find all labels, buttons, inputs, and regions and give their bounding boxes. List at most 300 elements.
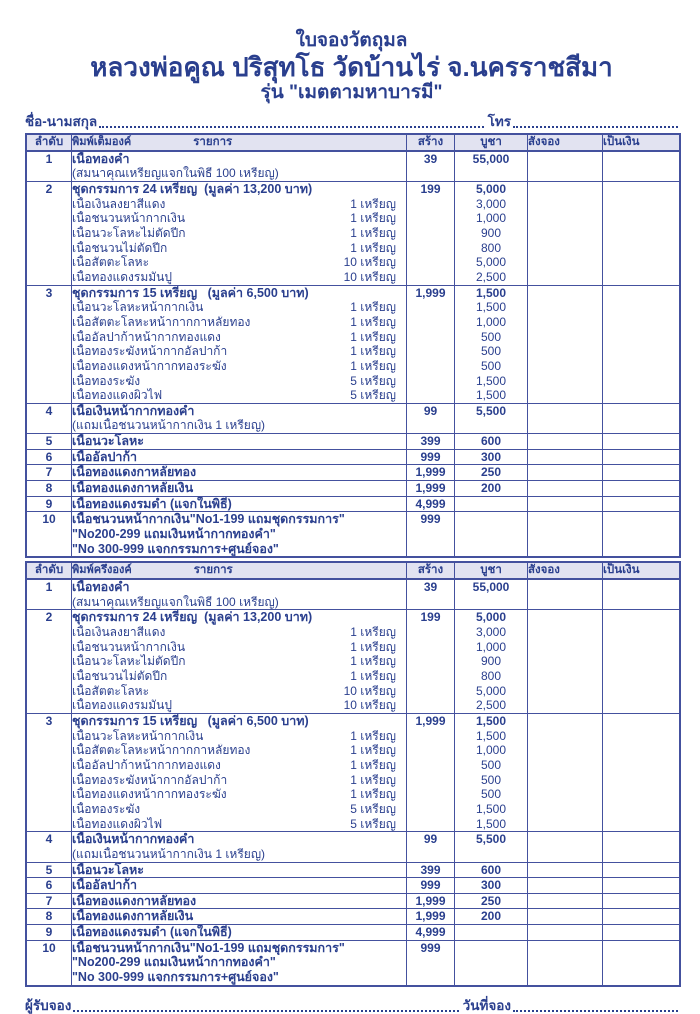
item-main-row xyxy=(26,713,680,728)
amount-cell xyxy=(603,285,681,300)
sub-item-row xyxy=(26,330,680,345)
index-cell-empty xyxy=(26,315,72,330)
price-value: 1,500 xyxy=(455,713,528,728)
index-cell-empty xyxy=(26,669,72,684)
item-extra-cell xyxy=(72,542,407,558)
item-main-row xyxy=(26,449,680,465)
amount-cell xyxy=(603,374,681,389)
order-quantity-cell xyxy=(528,595,603,610)
item-title-cell xyxy=(72,181,407,196)
item-extra-cell xyxy=(72,970,407,986)
item-extra-line: "No200-299 แถมเงินหน้ากากทองคำ" xyxy=(72,955,276,970)
amount-cell xyxy=(603,403,681,418)
price-cell-empty xyxy=(455,955,528,970)
price-value: 250 xyxy=(455,465,528,481)
sub-item-row xyxy=(26,226,680,241)
sub-item-price: 900 xyxy=(455,654,528,669)
item-title-cell xyxy=(72,512,407,527)
item-number: 10 xyxy=(26,512,72,527)
index-cell-empty xyxy=(26,758,72,773)
item-title-cell xyxy=(72,832,407,847)
amount-cell xyxy=(603,802,681,817)
sub-item-quantity: 1 เหรียญ xyxy=(350,772,396,787)
name-fill-line xyxy=(99,125,483,128)
sub-item-cell xyxy=(72,669,407,684)
amount-cell xyxy=(603,625,681,640)
order-quantity-cell xyxy=(528,181,603,196)
sub-item-line xyxy=(72,684,406,699)
order-quantity-cell xyxy=(528,465,603,481)
index-cell-empty xyxy=(26,418,72,433)
item-title-cell xyxy=(72,940,407,955)
amount-cell xyxy=(603,197,681,212)
item-title-cell xyxy=(72,878,407,894)
item-main-row xyxy=(26,909,680,925)
amount-cell xyxy=(603,595,681,610)
sub-item-quantity: 5 เหรียญ xyxy=(350,801,396,816)
sub-item-line xyxy=(72,625,406,640)
price-cell-empty xyxy=(455,542,528,558)
item-note: (สมนาคุณเหรียญแจกในพิธี 100 เหรียญ) xyxy=(72,594,279,609)
order-quantity-cell xyxy=(528,955,603,970)
sub-item-price: 500 xyxy=(455,330,528,345)
sub-item-quantity: 1 เหรียญ xyxy=(350,654,396,669)
order-quantity-cell xyxy=(528,802,603,817)
made-cell-empty xyxy=(407,527,455,542)
amount-cell xyxy=(603,181,681,196)
item-number: 9 xyxy=(26,925,72,941)
sub-item-price: 800 xyxy=(455,669,528,684)
order-quantity-cell xyxy=(528,610,603,625)
sub-item-line xyxy=(72,197,406,212)
sub-item-quantity: 10 เหรียญ xyxy=(343,698,396,713)
made-count: 99 xyxy=(407,403,455,418)
amount-cell xyxy=(603,315,681,330)
item-extra-line: "No 300-999 แจกกรรมการ+ศูนย์จอง" xyxy=(72,541,279,556)
sub-item-row xyxy=(26,640,680,655)
amount-cell xyxy=(603,743,681,758)
sub-item-quantity: 1 เหรียญ xyxy=(350,743,396,758)
made-count: 999 xyxy=(407,878,455,894)
amount-cell xyxy=(603,330,681,345)
sub-item-name: เนื้อนวะโลหะไม่ตัดปีก xyxy=(72,654,186,669)
order-quantity-cell xyxy=(528,787,603,802)
sub-item-row xyxy=(26,388,680,403)
made-count: 1,999 xyxy=(407,713,455,728)
item-group xyxy=(26,925,680,941)
order-quantity-cell xyxy=(528,893,603,909)
sub-item-cell xyxy=(72,758,407,773)
order-quantity-cell xyxy=(528,713,603,728)
order-quantity-cell xyxy=(528,847,603,862)
amount-cell xyxy=(603,940,681,955)
sub-item-name: เนื้อนวะโลหะหน้ากากเงิน xyxy=(72,728,204,743)
item-title: เนื้อทองแดงกาหลั่ยทอง xyxy=(72,893,197,908)
order-quantity-cell xyxy=(528,743,603,758)
receiver-label: ผู้รับจอง xyxy=(25,997,72,1013)
sub-item-row xyxy=(26,374,680,389)
col-header-made: สร้าง xyxy=(407,134,455,151)
amount-cell xyxy=(603,878,681,894)
sub-item-quantity: 1 เหรียญ xyxy=(350,314,396,329)
amount-cell xyxy=(603,893,681,909)
order-quantity-cell xyxy=(528,862,603,878)
amount-cell xyxy=(603,434,681,450)
made-count: 399 xyxy=(407,434,455,450)
price-cell-empty xyxy=(455,166,528,181)
item-title: เนื้อทองแดงรมดำ (แจกในพิธี) xyxy=(72,925,232,940)
made-cell-empty xyxy=(407,542,455,558)
item-number: 2 xyxy=(26,610,72,625)
item-main-row xyxy=(26,181,680,196)
order-quantity-cell xyxy=(528,418,603,433)
table-header-row xyxy=(26,134,680,151)
amount-cell xyxy=(603,512,681,527)
sub-item-row xyxy=(26,802,680,817)
amount-cell xyxy=(603,654,681,669)
price-value xyxy=(455,512,528,527)
sub-item-price: 1,500 xyxy=(455,300,528,315)
order-quantity-cell xyxy=(528,878,603,894)
sub-item-cell xyxy=(72,255,407,270)
amount-cell xyxy=(603,862,681,878)
amount-cell xyxy=(603,758,681,773)
sub-item-row xyxy=(26,241,680,256)
sub-item-quantity: 1 เหรียญ xyxy=(350,225,396,240)
sub-item-quantity: 5 เหรียญ xyxy=(350,373,396,388)
sub-item-name: เนื้อทองแดงผิวไฟ xyxy=(72,816,163,831)
table-header-row xyxy=(26,562,680,579)
sub-item-price: 800 xyxy=(455,241,528,256)
order-quantity-cell xyxy=(528,449,603,465)
item-title-cell xyxy=(72,862,407,878)
order-quantity-cell xyxy=(528,542,603,558)
item-main-row xyxy=(26,496,680,512)
item-title: เนื้อทองแดงกาหลั่ยเงิน xyxy=(72,909,194,924)
index-cell-empty xyxy=(26,787,72,802)
order-quantity-cell xyxy=(528,684,603,699)
order-quantity-cell xyxy=(528,640,603,655)
col-header-item-label: รายการ xyxy=(193,136,233,148)
table-head xyxy=(26,134,680,151)
item-group xyxy=(26,181,680,285)
made-cell-empty xyxy=(407,300,455,315)
sub-item-line xyxy=(72,226,406,241)
price-value: 55,000 xyxy=(455,151,528,167)
item-title-cell xyxy=(72,434,407,450)
sub-item-cell xyxy=(72,374,407,389)
order-quantity-cell xyxy=(528,698,603,713)
made-cell-empty xyxy=(407,654,455,669)
sub-item-quantity: 1 เหรียญ xyxy=(350,240,396,255)
price-value xyxy=(455,940,528,955)
item-group xyxy=(26,512,680,557)
item-extra-line: "No200-299 แถมเงินหน้ากากทองคำ" xyxy=(72,527,276,542)
sub-item-price: 1,000 xyxy=(455,315,528,330)
col-header-item-label: รายการ xyxy=(193,564,233,577)
sub-item-name: เนื้อชนวนหน้ากากเงิน xyxy=(72,211,186,226)
order-quantity-cell xyxy=(528,330,603,345)
order-quantity-cell xyxy=(528,512,603,527)
sub-item-name: เนื้อทองระฆังหน้ากากอัลปาก้า xyxy=(72,772,228,787)
made-cell-empty xyxy=(407,802,455,817)
order-quantity-cell xyxy=(528,832,603,847)
sub-item-name: เนื้อสัตตะโลหะ xyxy=(72,255,150,270)
made-cell-empty xyxy=(407,226,455,241)
form-title: ใบจองวัตถุมล xyxy=(295,30,408,51)
temple-title: หลวงพ่อคูณ ปริสุทโธ วัดบ้านไร่ จ.นครราชสีมา xyxy=(90,52,613,82)
item-note-cell xyxy=(72,595,407,610)
made-count: 1,999 xyxy=(407,909,455,925)
item-number: 1 xyxy=(26,579,72,595)
item-note-row xyxy=(26,418,680,433)
made-cell-empty xyxy=(407,595,455,610)
sub-item-quantity: 1 เหรียญ xyxy=(350,639,396,654)
sub-item-line xyxy=(72,270,406,285)
sub-item-row xyxy=(26,684,680,699)
col-header-order: สั่งจอง xyxy=(528,134,603,151)
sub-item-line xyxy=(72,802,406,817)
sub-item-name: เนื้อทองแดงรมมันปู xyxy=(72,698,172,713)
made-cell-empty xyxy=(407,315,455,330)
price-cell-empty xyxy=(455,970,528,986)
item-main-row xyxy=(26,893,680,909)
sub-item-row xyxy=(26,255,680,270)
sub-item-price: 1,500 xyxy=(455,729,528,744)
order-quantity-cell xyxy=(528,434,603,450)
sub-item-cell xyxy=(72,359,407,374)
sub-item-cell xyxy=(72,625,407,640)
order-quantity-cell xyxy=(528,374,603,389)
sub-item-quantity: 10 เหรียญ xyxy=(343,255,396,270)
item-main-row xyxy=(26,465,680,481)
item-note: (สมนาคุณเหรียญแจกในพิธี 100 เหรียญ) xyxy=(72,166,279,181)
col-header-order: สั่งจอง xyxy=(528,562,603,579)
order-quantity-cell xyxy=(528,226,603,241)
sub-item-cell xyxy=(72,787,407,802)
made-count: 999 xyxy=(407,940,455,955)
item-main-row xyxy=(26,285,680,300)
sub-item-price: 1,500 xyxy=(455,802,528,817)
price-value: 200 xyxy=(455,481,528,497)
sub-item-cell xyxy=(72,330,407,345)
made-cell-empty xyxy=(407,729,455,744)
order-quantity-cell xyxy=(528,344,603,359)
sub-item-line xyxy=(72,374,406,389)
sub-item-cell xyxy=(72,817,407,832)
index-cell-empty xyxy=(26,640,72,655)
order-quantity-cell xyxy=(528,300,603,315)
made-count: 99 xyxy=(407,832,455,847)
item-title: เนื้อเงินหน้ากากทองคำ xyxy=(72,403,195,418)
sub-item-name: เนื้ออัลปาก้าหน้ากากทองแดง xyxy=(72,329,221,344)
item-number: 1 xyxy=(26,151,72,167)
made-cell-empty xyxy=(407,344,455,359)
item-title-cell xyxy=(72,285,407,300)
made-count: 399 xyxy=(407,862,455,878)
item-note-cell xyxy=(72,418,407,433)
order-table-full-figure xyxy=(25,133,681,558)
sub-item-quantity: 1 เหรียญ xyxy=(350,728,396,743)
sub-item-line xyxy=(72,640,406,655)
item-number: 7 xyxy=(26,893,72,909)
amount-cell xyxy=(603,270,681,285)
item-note-cell xyxy=(72,847,407,862)
amount-cell xyxy=(603,773,681,788)
sub-item-price: 2,500 xyxy=(455,698,528,713)
item-main-row xyxy=(26,434,680,450)
sub-item-row xyxy=(26,773,680,788)
sub-item-name: เนื้อทองแดงหน้ากากทองระฆัง xyxy=(72,358,227,373)
tables-host xyxy=(25,133,678,987)
sub-item-row xyxy=(26,315,680,330)
sub-item-name: เนื้อทองระฆังหน้ากากอัลปาก้า xyxy=(72,344,228,359)
made-count: 999 xyxy=(407,449,455,465)
amount-cell xyxy=(603,241,681,256)
order-quantity-cell xyxy=(528,758,603,773)
made-count: 1,999 xyxy=(407,465,455,481)
sub-item-price: 5,000 xyxy=(455,684,528,699)
amount-cell xyxy=(603,496,681,512)
item-number: 3 xyxy=(26,713,72,728)
item-number: 8 xyxy=(26,481,72,497)
item-note-cell xyxy=(72,166,407,181)
sub-item-cell xyxy=(72,640,407,655)
form-header xyxy=(25,30,678,104)
sub-item-cell xyxy=(72,654,407,669)
sub-item-line xyxy=(72,669,406,684)
index-cell-empty xyxy=(26,698,72,713)
sub-item-line xyxy=(72,787,406,802)
index-cell-empty xyxy=(26,729,72,744)
item-main-row xyxy=(26,610,680,625)
item-main-row xyxy=(26,512,680,527)
amount-cell xyxy=(603,359,681,374)
index-cell-empty xyxy=(26,374,72,389)
made-cell-empty xyxy=(407,211,455,226)
index-cell-empty xyxy=(26,955,72,970)
sub-item-row xyxy=(26,300,680,315)
sub-item-line xyxy=(72,255,406,270)
edition-title: รุ่น "เมตตามหาบารมี" xyxy=(260,82,443,103)
made-cell-empty xyxy=(407,359,455,374)
amount-cell xyxy=(603,449,681,465)
sub-item-cell xyxy=(72,344,407,359)
amount-cell xyxy=(603,698,681,713)
made-cell-empty xyxy=(407,255,455,270)
item-note-row xyxy=(26,847,680,862)
item-title: ชุดกรรมการ 24 เหรียญ (มูลค่า 13,200 บาท) xyxy=(72,610,313,625)
col-header-index: ลำดับ xyxy=(26,134,72,151)
sub-item-price: 2,500 xyxy=(455,270,528,285)
phone-label: โทร xyxy=(487,114,511,129)
sub-item-price: 500 xyxy=(455,359,528,374)
item-main-row xyxy=(26,862,680,878)
item-title: เนื้อชนวนหน้ากากเงิน"No1-199 แถมชุดกรรมการ" xyxy=(72,512,345,527)
sub-item-cell xyxy=(72,729,407,744)
sub-item-price: 3,000 xyxy=(455,625,528,640)
item-title: เนื้อทองคำ xyxy=(72,151,130,166)
made-count: 1,999 xyxy=(407,481,455,497)
amount-cell xyxy=(603,344,681,359)
sub-item-cell xyxy=(72,300,407,315)
sub-item-quantity: 5 เหรียญ xyxy=(350,388,396,403)
item-extra-line: "No 300-999 แจกกรรมการ+ศูนย์จอง" xyxy=(72,970,279,985)
made-cell-empty xyxy=(407,773,455,788)
sub-item-name: เนื้อเงินลงยาสีแดง xyxy=(72,196,166,211)
order-quantity-cell xyxy=(528,625,603,640)
item-group xyxy=(26,465,680,481)
item-group xyxy=(26,285,680,403)
amount-cell xyxy=(603,300,681,315)
sub-item-name: เนื้อเงินลงยาสีแดง xyxy=(72,625,166,639)
item-extra-cell xyxy=(72,527,407,542)
amount-cell xyxy=(603,151,681,167)
item-title-cell xyxy=(72,151,407,167)
item-number: 7 xyxy=(26,465,72,481)
made-cell-empty xyxy=(407,847,455,862)
price-value: 600 xyxy=(455,862,528,878)
item-extra-row xyxy=(26,955,680,970)
index-cell-empty xyxy=(26,197,72,212)
price-value: 300 xyxy=(455,449,528,465)
index-cell-empty xyxy=(26,388,72,403)
item-title: ชุดกรรมการ 15 เหรียญ (มูลค่า 6,500 บาท) xyxy=(72,713,309,728)
sub-item-price: 500 xyxy=(455,787,528,802)
made-cell-empty xyxy=(407,166,455,181)
index-cell-empty xyxy=(26,166,72,181)
index-cell-empty xyxy=(26,817,72,832)
amount-cell xyxy=(603,255,681,270)
price-value: 5,000 xyxy=(455,181,528,196)
index-cell-empty xyxy=(26,300,72,315)
index-cell-empty xyxy=(26,970,72,986)
item-title-cell xyxy=(72,713,407,728)
order-quantity-cell xyxy=(528,481,603,497)
order-quantity-cell xyxy=(528,315,603,330)
item-title-cell xyxy=(72,909,407,925)
sub-item-cell xyxy=(72,773,407,788)
index-cell-empty xyxy=(26,625,72,640)
sub-item-quantity: 1 เหรียญ xyxy=(350,625,396,639)
index-cell-empty xyxy=(26,684,72,699)
item-group xyxy=(26,610,680,714)
sub-item-row xyxy=(26,698,680,713)
sub-item-row xyxy=(26,270,680,285)
sub-item-price: 500 xyxy=(455,773,528,788)
table-head xyxy=(26,562,680,579)
amount-cell xyxy=(603,465,681,481)
amount-cell xyxy=(603,970,681,986)
sub-item-price: 500 xyxy=(455,344,528,359)
sub-item-quantity: 1 เหรียญ xyxy=(350,329,396,344)
phone-fill-line xyxy=(513,125,678,128)
item-title-cell xyxy=(72,496,407,512)
order-quantity-cell xyxy=(528,669,603,684)
index-cell-empty xyxy=(26,847,72,862)
price-value: 200 xyxy=(455,909,528,925)
index-cell-empty xyxy=(26,255,72,270)
col-header-made: สร้าง xyxy=(407,562,455,579)
index-cell-empty xyxy=(26,595,72,610)
made-count: 1,999 xyxy=(407,893,455,909)
col-header-amount: เป็นเงิน xyxy=(603,134,681,151)
made-cell-empty xyxy=(407,817,455,832)
order-quantity-cell xyxy=(528,255,603,270)
amount-cell xyxy=(603,226,681,241)
col-header-price: บูชา xyxy=(455,562,528,579)
made-cell-empty xyxy=(407,388,455,403)
